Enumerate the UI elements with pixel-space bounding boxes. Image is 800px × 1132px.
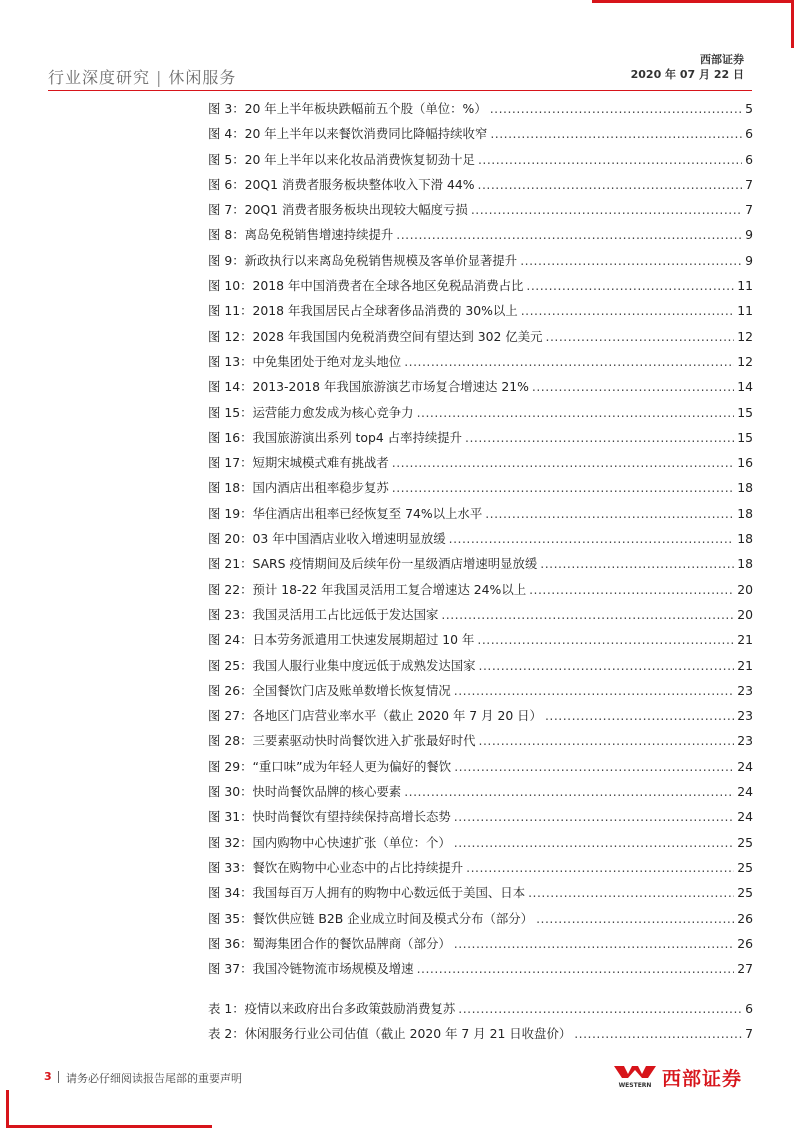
report-section: 行业深度研究 [48, 68, 151, 87]
figure-entry[interactable] [208, 602, 753, 627]
figure-entry-title: 图 15：运营能力愈发成为核心竞争力 [208, 404, 414, 420]
figure-entry-page: 23 [737, 733, 753, 749]
disclaimer-note: 请务必仔细阅读报告尾部的重要声明 [66, 1072, 242, 1085]
figure-entry-title: 图 11：2018 年我国居民占全球奢侈品消费的 30%以上 [208, 303, 518, 319]
dot-leader [454, 754, 734, 779]
figure-entry-title: 图 33：餐饮在购物中心业态中的占比持续提升 [208, 859, 464, 875]
figure-entry[interactable] [208, 121, 753, 146]
figure-entry-title: 图 6：20Q1 消费者服务板块整体收入下滑 44% [208, 176, 475, 192]
figure-entry[interactable] [208, 703, 753, 728]
dot-leader [404, 779, 734, 804]
figure-entry[interactable] [208, 374, 753, 399]
header-rule [48, 90, 752, 91]
figure-entry[interactable] [208, 425, 753, 450]
figure-list [208, 96, 753, 981]
figure-entry[interactable] [208, 678, 753, 703]
report-date: 2020 年 07 月 22 日 [630, 68, 744, 81]
figure-entry-page: 27 [737, 961, 753, 977]
table-entry[interactable] [208, 996, 753, 1021]
dot-leader [396, 222, 742, 247]
figure-entry-title: 图 23：我国灵活用工占比远低于发达国家 [208, 606, 439, 622]
dot-leader [478, 172, 743, 197]
dot-leader [536, 906, 734, 931]
figure-entry-page: 21 [737, 632, 753, 648]
figure-entry-page: 5 [745, 101, 753, 116]
figure-entry-title: 图 18：国内酒店出租率稳步复苏 [208, 480, 389, 496]
figure-entry[interactable] [208, 96, 753, 121]
figure-entry[interactable] [208, 880, 753, 905]
figure-entry-page: 18 [737, 531, 753, 547]
figure-entry-page: 24 [737, 758, 753, 774]
figure-entry[interactable] [208, 779, 753, 804]
dot-leader [532, 374, 734, 399]
table-entry-page: 6 [745, 1001, 753, 1016]
figure-entry-title: 图 26：全国餐饮门店及账单数增长恢复情况 [208, 682, 451, 698]
report-category [48, 65, 236, 88]
figure-entry-page: 12 [737, 353, 753, 369]
figure-entry-title: 图 3：20 年上半年板块跌幅前五个股（单位：%） [208, 101, 487, 116]
firm-logo-text: 西部证券 [662, 1068, 743, 1090]
figure-entry[interactable] [208, 324, 753, 349]
figure-entry[interactable] [208, 349, 753, 374]
figure-entry-page: 7 [745, 202, 753, 218]
figure-entry-title: 图 21：SARS 疫情期间及后续年份一星级酒店增速明显放缓 [208, 556, 538, 572]
footer-separator [58, 1071, 59, 1083]
figure-entry-title: 图 27：各地区门店营业率水平（截止 2020 年 7 月 20 日） [208, 708, 542, 724]
dot-leader [546, 324, 735, 349]
figure-entry[interactable] [208, 728, 753, 753]
dot-leader [417, 956, 735, 981]
figure-entry-page: 15 [737, 404, 753, 420]
figure-entry[interactable] [208, 475, 753, 500]
figure-entry-page: 25 [737, 885, 753, 901]
figure-entry-title: 图 20：03 年中国酒店业收入增速明显放缓 [208, 531, 446, 547]
figure-entry-title: 图 32：国内购物中心快速扩张（单位：个） [208, 834, 451, 850]
dot-leader [404, 349, 734, 374]
corner-decoration-bottom [6, 1125, 212, 1128]
figure-entry-page: 20 [737, 606, 753, 622]
figure-entry[interactable] [208, 526, 753, 551]
dot-leader [471, 197, 742, 222]
dot-leader [490, 96, 742, 121]
figure-entry-page: 24 [737, 809, 753, 825]
table-list [208, 996, 753, 1047]
figure-entry-title: 图 30：快时尚餐饮品牌的核心要素 [208, 784, 402, 800]
figure-entry-title: 图 12：2028 年我国国内免税消费空间有望达到 302 亿美元 [208, 328, 543, 344]
figure-entry[interactable] [208, 551, 753, 576]
dot-leader [417, 400, 735, 425]
figure-entry[interactable] [208, 501, 753, 526]
figure-entry-page: 14 [737, 379, 753, 395]
table-entry-title: 表 1：疫情以来政府出台多政策鼓励消费复苏 [208, 1001, 456, 1016]
figure-entry-page: 7 [745, 176, 753, 192]
firm-name: 西部证券 [700, 53, 744, 66]
figure-entry-title: 图 16：我国旅游演出系列 top4 占率持续提升 [208, 429, 463, 445]
figure-entry-page: 25 [737, 834, 753, 850]
page-number: 3 [44, 1070, 52, 1083]
figure-entry[interactable] [208, 956, 753, 981]
figure-entry-page: 23 [737, 682, 753, 698]
table-entry-title: 表 2：休闲服务行业公司估值（截止 2020 年 7 月 21 日收盘价） [208, 1026, 572, 1042]
dot-leader [454, 804, 734, 829]
corner-decoration-top-vertical [791, 0, 794, 48]
dot-leader [479, 653, 735, 678]
logo-english-text: WESTERN [618, 1082, 652, 1089]
figure-entry-title: 图 5：20 年上半年以来化妆品消费恢复韧劲十足 [208, 151, 475, 167]
dot-leader [454, 830, 734, 855]
figure-entry-title: 图 8：离岛免税销售增速持续提升 [208, 227, 394, 243]
dot-leader [529, 577, 734, 602]
dot-leader [485, 501, 734, 526]
figure-entry-page: 21 [737, 657, 753, 673]
figure-entry-title: 图 7：20Q1 消费者服务板块出现较大幅度亏损 [208, 202, 468, 218]
figure-entry[interactable] [208, 400, 753, 425]
dot-leader [528, 880, 734, 905]
figure-entry[interactable] [208, 627, 753, 652]
dot-leader [520, 248, 742, 273]
figure-entry-page: 23 [737, 708, 753, 724]
dot-leader [458, 996, 742, 1021]
dot-leader [545, 703, 734, 728]
figure-entry-title: 图 37：我国冷链物流市场规模及增速 [208, 961, 414, 977]
figure-entry-page: 11 [737, 303, 753, 319]
figure-entry[interactable] [208, 172, 753, 197]
dot-leader [477, 627, 734, 652]
figure-entry[interactable] [208, 931, 753, 956]
figure-entry[interactable] [208, 653, 753, 678]
western-logo-icon [612, 1062, 658, 1090]
figure-entry-page: 11 [737, 278, 753, 294]
figure-entry-page: 16 [737, 455, 753, 471]
figure-entry-title: 图 35：餐饮供应链 B2B 企业成立时间及模式分布（部分） [208, 910, 534, 926]
figure-entry-page: 20 [737, 581, 753, 597]
figure-entry[interactable] [208, 450, 753, 475]
figure-entry-page: 9 [745, 252, 753, 268]
figure-entry-title: 图 36：蜀海集团合作的餐饮品牌商（部分） [208, 935, 451, 951]
dot-leader [454, 931, 734, 956]
figure-entry-title: 图 28：三要素驱动快时尚餐饮进入扩张最好时代 [208, 733, 476, 749]
figure-entry-title: 图 9：新政执行以来离岛免税销售规模及客单价显著提升 [208, 252, 518, 268]
figure-entry-title: 图 31：快时尚餐饮有望持续保持高增长态势 [208, 809, 451, 825]
figure-entry[interactable] [208, 273, 753, 298]
figure-entry-title: 图 13：中免集团处于绝对龙头地位 [208, 353, 402, 369]
corner-decoration-top [592, 0, 794, 3]
figure-entry-title: 图 4：20 年上半年以来餐饮消费同比降幅持续收窄 [208, 126, 488, 142]
dot-leader [449, 526, 735, 551]
dot-leader [392, 475, 734, 500]
dot-leader [441, 602, 734, 627]
dot-leader [392, 450, 734, 475]
figure-entry-title: 图 19：华住酒店出租率已经恢复至 74%以上水平 [208, 505, 483, 521]
figure-entry-page: 25 [737, 859, 753, 875]
corner-decoration-bottom-vertical [6, 1090, 9, 1128]
figure-entry-title: 图 24：日本劳务派遣用工快速发展期超过 10 年 [208, 632, 475, 648]
report-subsection: 休闲服务 [168, 68, 237, 87]
figure-entry-title: 图 25：我国人服行业集中度远低于成熟发达国家 [208, 657, 476, 673]
figure-entry-title: 图 34：我国每百万人拥有的购物中心数远低于美国、日本 [208, 885, 526, 901]
figure-entry-title: 图 14：2013-2018 年我国旅游演艺市场复合增速达 21% [208, 379, 529, 395]
figure-entry-page: 18 [737, 480, 753, 496]
figure-entry[interactable] [208, 197, 753, 222]
dot-leader [540, 551, 734, 576]
figure-entry[interactable] [208, 298, 753, 323]
figure-entry[interactable] [208, 754, 753, 779]
figure-entry-page: 6 [745, 151, 753, 167]
header-separator: | [156, 68, 163, 87]
figure-entry[interactable] [208, 830, 753, 855]
figure-entry[interactable] [208, 222, 753, 247]
dot-leader [465, 425, 734, 450]
figure-entry[interactable] [208, 906, 753, 931]
figure-entry-page: 26 [737, 935, 753, 951]
figure-entry[interactable] [208, 855, 753, 880]
dot-leader [479, 728, 735, 753]
figure-entry-page: 9 [745, 227, 753, 243]
figure-entry[interactable] [208, 248, 753, 273]
figure-entry-page: 18 [737, 556, 753, 572]
figure-entry[interactable] [208, 804, 753, 829]
figure-entry-page: 24 [737, 784, 753, 800]
figure-entry[interactable] [208, 577, 753, 602]
figure-entry[interactable] [208, 147, 753, 172]
figure-entry-page: 12 [737, 328, 753, 344]
figure-entry-page: 15 [737, 429, 753, 445]
figure-entry-title: 图 10：2018 年中国消费者在全球各地区免税品消费占比 [208, 278, 524, 294]
figure-entry-page: 26 [737, 910, 753, 926]
dot-leader [526, 273, 734, 298]
dot-leader [521, 298, 735, 323]
figure-entry-page: 6 [745, 126, 753, 142]
table-entry-page: 7 [745, 1026, 753, 1042]
table-entry[interactable] [208, 1021, 753, 1046]
figure-entry-page: 18 [737, 505, 753, 521]
dot-leader [574, 1021, 742, 1046]
figure-entry-title: 图 17：短期宋城模式难有挑战者 [208, 455, 389, 471]
figure-entry-title: 图 22：预计 18-22 年我国灵活用工复合增速达 24%以上 [208, 581, 527, 597]
dot-leader [490, 121, 742, 146]
dot-leader [466, 855, 734, 880]
figure-entry-title: 图 29：“重口味”成为年轻人更为偏好的餐饮 [208, 758, 452, 774]
dot-leader [478, 147, 742, 172]
dot-leader [454, 678, 734, 703]
